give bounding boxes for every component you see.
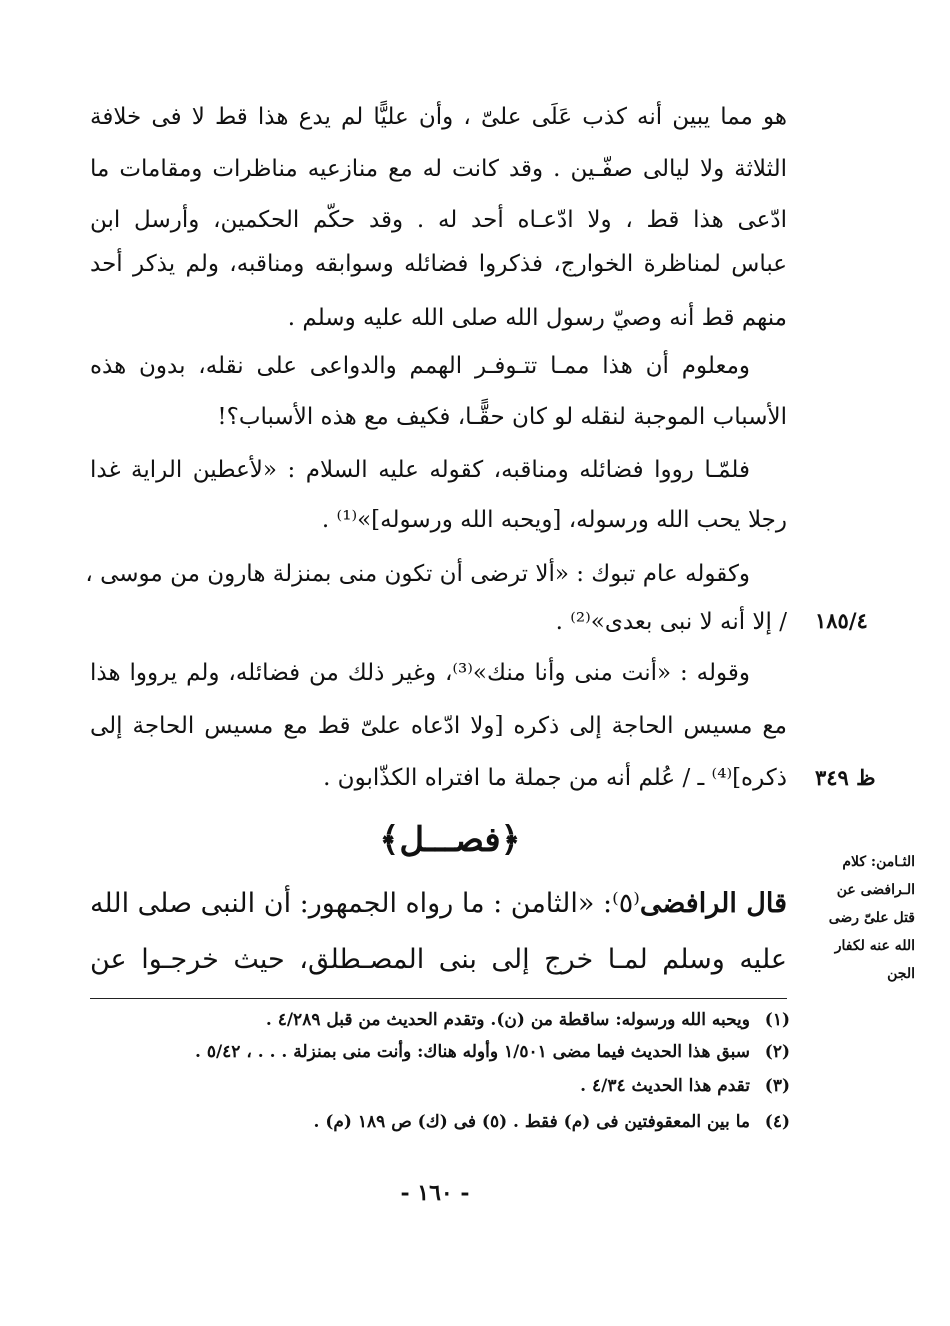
quote-line-1 — [90, 884, 787, 924]
body-line-1: هو مما يبين أنه كذب عَلَى علىّ ، وأن عليًّا لم يدع هذا قط لا فى خلافة — [90, 104, 787, 130]
margin-ref-volume-page: ١٨٥/٤ — [815, 608, 868, 633]
body-line-13: مع مسيس الحاجة إلى ذكره [ولا ادّعاه علىّ قط مع مسيس الحاجة إلى — [90, 713, 787, 739]
side-note-line: الله عنه لكفار — [834, 938, 915, 954]
body-line-7: الأسباب الموجبة لنقله لو كان حقًّـا، فكيف مع هذه الأسباب؟! — [217, 404, 787, 430]
margin-ref-manuscript-folio: ظ ٣٤٩ — [815, 765, 876, 790]
footnote-number: (٢) — [764, 1042, 790, 1062]
quote-line-1-text: ⁽٥⁾: «الثامن : ما رواه الجمهور: أن النبى صلى الله — [89, 888, 640, 919]
body-line-8: فلمّـا رووا فضائله ومناقبه، كقوله عليه السلام : «لأعطين الراية غدا — [90, 457, 750, 483]
quote-line-2: عليه وسلم لمـا خرج إلى بنى المصـطلق، حيث خرجـوا عن — [90, 944, 787, 975]
footnote-number: (٤) — [764, 1112, 790, 1132]
side-note-line: الجن — [887, 966, 915, 982]
body-line-6: ومعلوم أن هذا ممـا تتـوفـر الهمم والدواعى على نقله، بدون هذه — [90, 353, 750, 379]
body-line-9: رجلا يحب الله ورسوله، [ويحبه الله ورسوله]»⁽¹⁾ . — [321, 507, 787, 533]
body-line-5: منهم قط أنه وصيّ رسول الله صلى الله عليه وسلم . — [287, 305, 787, 331]
side-note — [815, 848, 915, 988]
footnote-text: سبق هذا الحديث فيما مضى ١/٥٠١ وأوله هناك: وأنت منى بمنزلة . . . ، ٥/٤٢ . — [194, 1042, 750, 1062]
quote-speaker: قال الرافضى — [639, 888, 787, 919]
side-note-line: الـرافضى عن — [836, 882, 915, 898]
body-line-3: ادّعى هذا قط ، ولا ادّعـاه أحد له . وقد حكّم الحكمين، وأرسل ابن — [90, 207, 787, 233]
footnote-text: ما بين المعقوفتين فى (م) فقط . (٥) فى (ك) ص ١٨٩ (م) . — [313, 1112, 750, 1132]
footnote-divider — [90, 998, 787, 999]
footnote-text: ويحبه الله ورسوله: ساقطة من (ن). وتقدم الحديث من قبل ٤/٢٨٩ . — [265, 1010, 750, 1030]
footnote-number: (٣) — [764, 1076, 790, 1096]
side-note-line: قتل علىّ رضى — [828, 910, 915, 926]
footnote-2 — [195, 1040, 790, 1064]
footnote-1 — [266, 1008, 790, 1032]
body-line-12: وقوله : «أنت منى وأنا منك»⁽³⁾، وغير ذلك من فضائله، ولم يرووا هذا — [90, 660, 751, 686]
body-line-14: ذكره]⁽⁴⁾ ـ / عُلم أنه من جملة ما افتراه الكذّابون . — [323, 765, 787, 791]
page-number: - ١٦٠ - — [400, 1180, 470, 1206]
body-line-4: عباس لمناظرة الخوارج، فذكروا فضائله وسوابقه ومناقبه، ولم يذكر أحد — [90, 251, 787, 277]
footnote-number: (١) — [764, 1010, 790, 1030]
side-note-line: الثـامن: كلام — [842, 854, 915, 870]
footnote-3 — [580, 1074, 790, 1098]
body-line-10: وكقوله عام تبوك : «ألا ترضى أن تكون منى بمنزلة هارون من موسى ، — [85, 561, 750, 587]
footnote-4 — [314, 1110, 791, 1134]
body-line-2: الثلاثة ولا ليالى صفّـين . وقد كانت له مع منازعيه مناظرات ومقامات ما — [90, 156, 787, 182]
section-heading: ﴿فصـــل﴾ — [379, 820, 521, 860]
body-line-11: / إلا أنه لا نبى بعدى»⁽²⁾ . — [555, 609, 787, 635]
footnote-text: تقدم هذا الحديث ٤/٣٤ . — [580, 1076, 750, 1096]
